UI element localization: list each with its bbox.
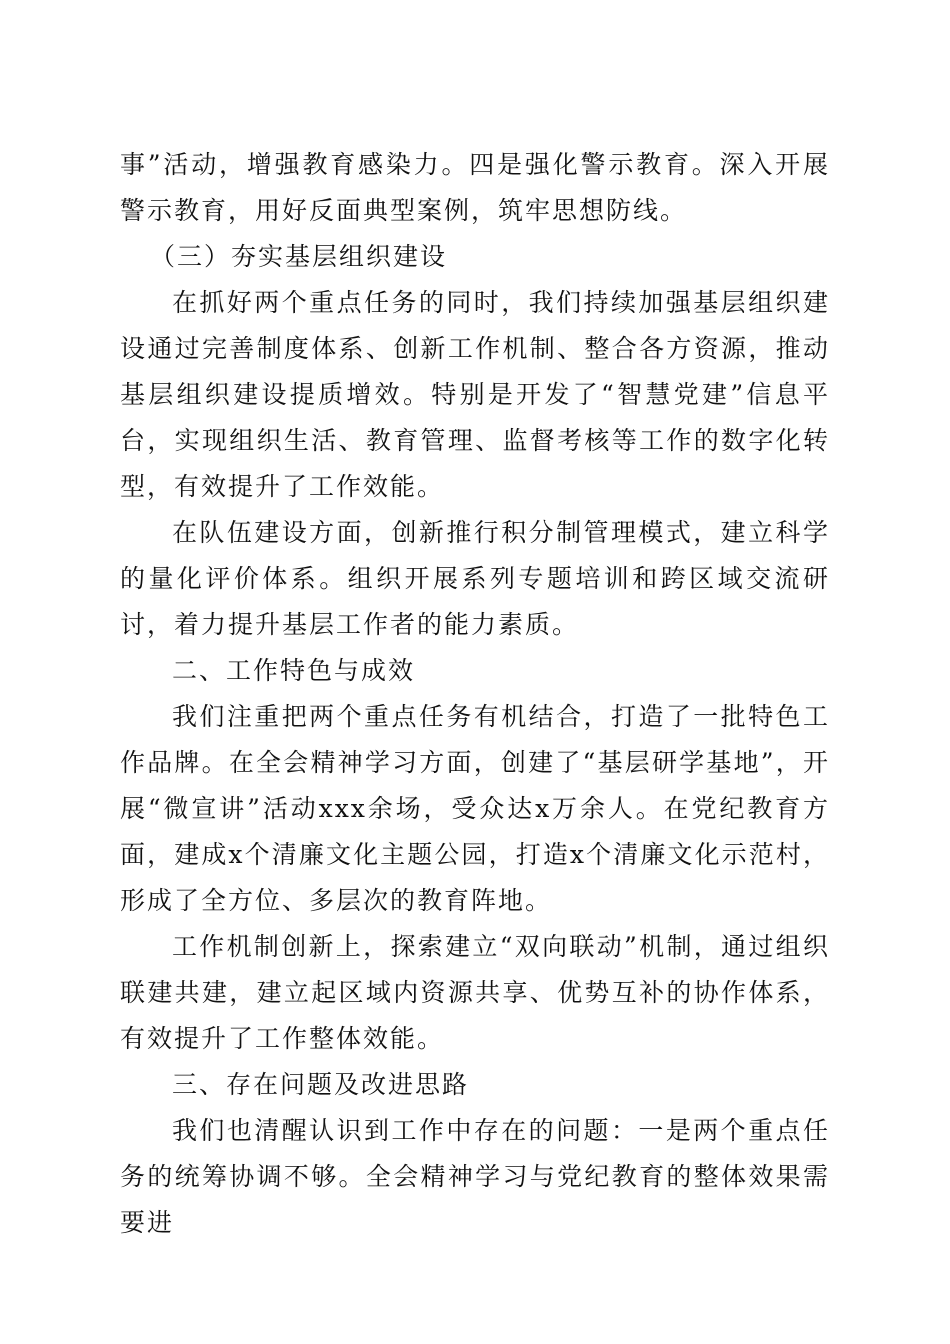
paragraph-problems: 我们也清醒认识到工作中存在的问题：一是两个重点任务的统筹协调不够。全会精神学习与党纪教育的整体效果需要进 xyxy=(120,1116,830,1237)
paragraph-team-building: 在队伍建设方面，创新推行积分制管理模式，建立科学的量化评价体系。组织开展系列专题培训和跨区域交流研讨，着力提升基层工作者的能力素质。 xyxy=(120,518,830,639)
document-page xyxy=(120,142,830,1246)
section-heading-2: 二、工作特色与成效 xyxy=(172,656,416,685)
paragraph-grassroots-organization: 在抓好两个重点任务的同时，我们持续加强基层组织建设通过完善制度体系、创新工作机制、整合各方资源，推动基层组织建设提质增效。特别是开发了“智慧党建”信息平台，实现组织生活、教育管理、监督考核等工作的数字化转型，有效提升了工作效能。 xyxy=(120,288,830,501)
paragraph-continuation: 事”活动，增强教育感染力。四是强化警示教育。深入开展警示教育，用好反面典型案例，筑牢思想防线。 xyxy=(120,150,830,225)
section-heading-3: 三、存在问题及改进思路 xyxy=(172,1070,470,1099)
paragraph-mechanism-innovation: 工作机制创新上，探索建立“双向联动”机制，通过组织联建共建，建立起区域内资源共享、优势互补的协作体系，有效提升了工作整体效能。 xyxy=(120,932,830,1053)
paragraph-work-features: 我们注重把两个重点任务有机结合，打造了一批特色工作品牌。在全会精神学习方面，创建了“基层研学基地”，开展“微宣讲”活动xxx余场，受众达x万余人。在党纪教育方面，建成x个清廉文化主题公园，打造x个清廉文化示范村，形成了全方位、多层次的教育阵地。 xyxy=(120,702,830,915)
subsection-heading-3: （三）夯实基层组织建设 xyxy=(150,242,448,271)
